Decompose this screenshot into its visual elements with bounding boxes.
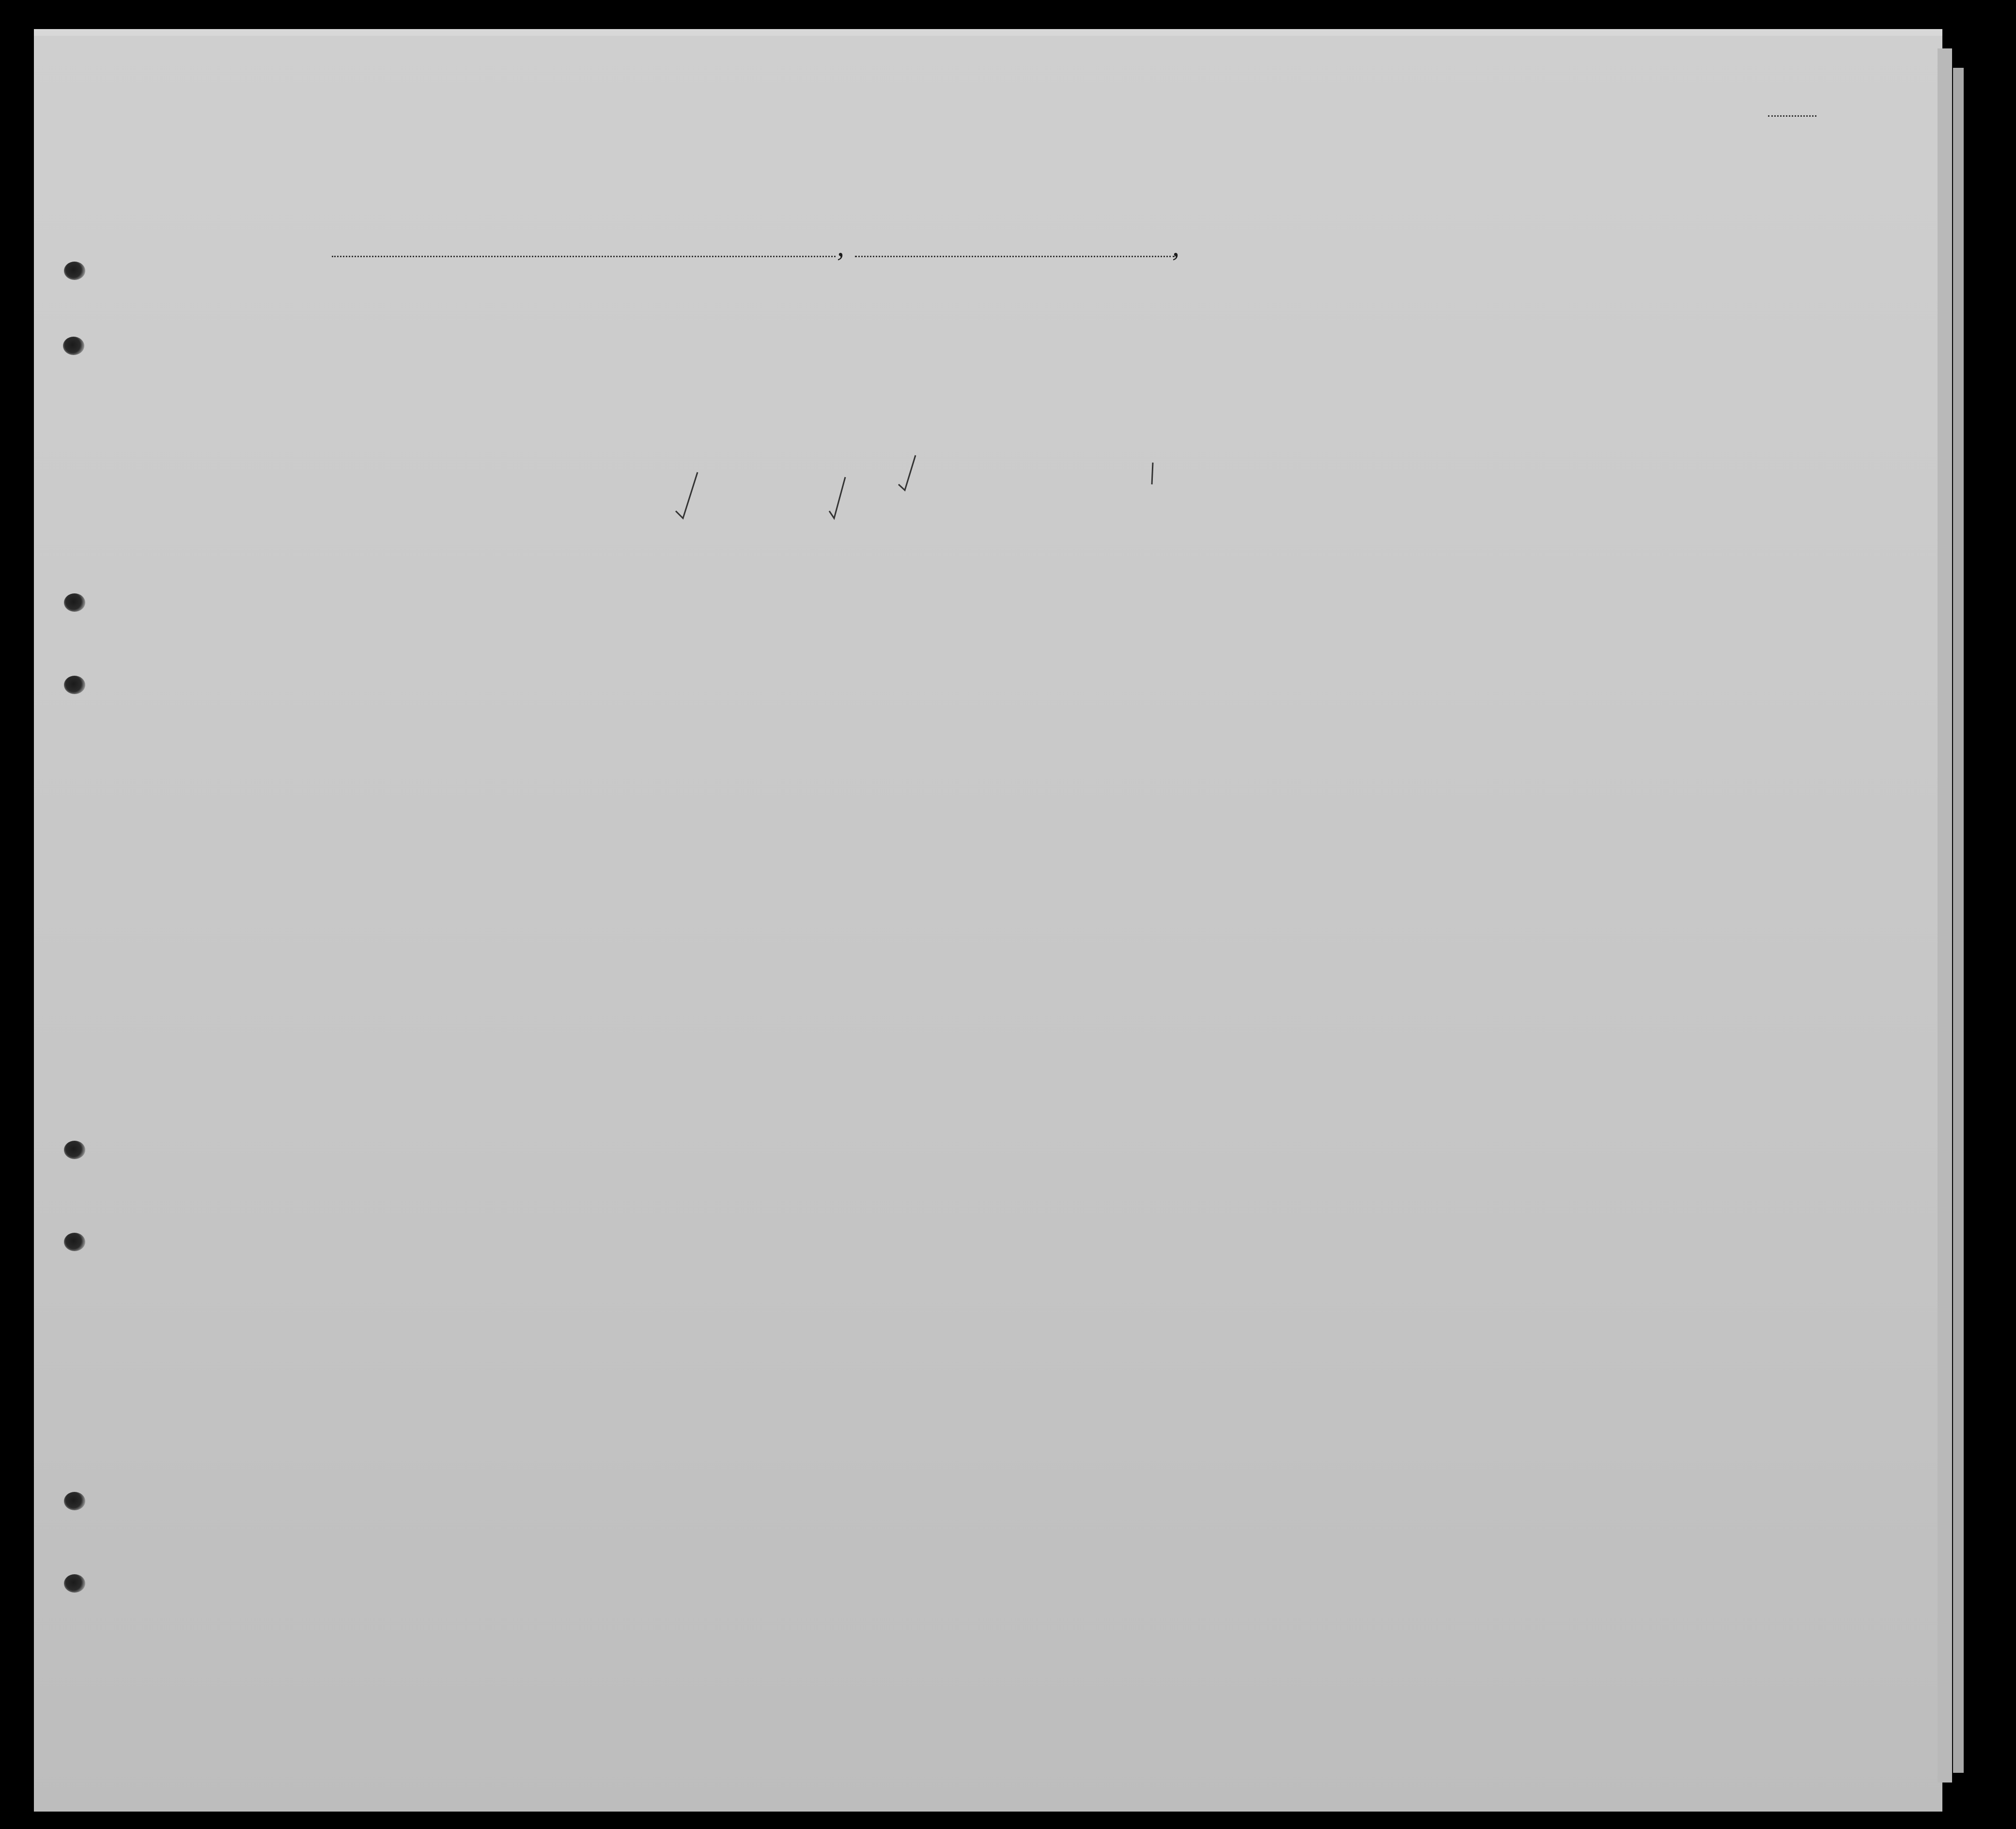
date-underline	[855, 256, 1175, 257]
binding-hole	[64, 262, 85, 280]
binding-hole	[64, 676, 85, 694]
binding-hole	[64, 593, 85, 612]
list-underline	[1768, 115, 1816, 117]
binding-hole	[64, 1141, 85, 1159]
port-underline	[332, 256, 836, 257]
binding-hole	[64, 1574, 85, 1593]
binding-hole	[64, 1492, 85, 1510]
binding-hole	[64, 1233, 85, 1251]
binding-hole	[63, 337, 84, 355]
comma-mark: ,	[837, 230, 844, 262]
comma-mark-2: ,	[1172, 230, 1179, 262]
